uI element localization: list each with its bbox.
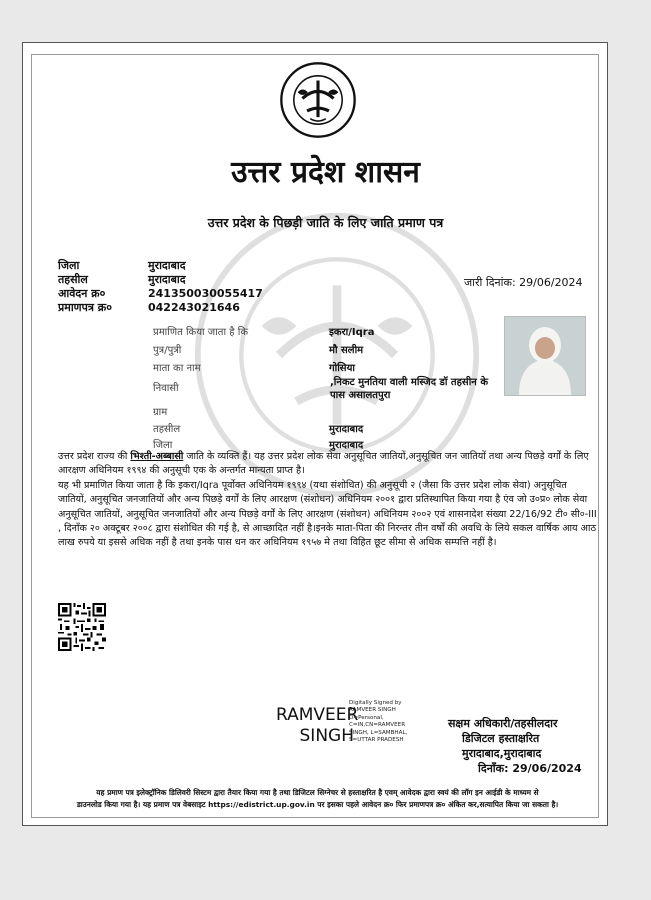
row-relation [153,342,363,356]
row-village-label: ग्राम [153,407,168,418]
caste-name: भिश्ती-अब्बासी [130,451,184,462]
row-district [153,437,363,451]
digital-signature-text: Digitally Signed by RAMVEER SINGH O=Personal, C=IN,CN=RAMVEER SINGH, L=SAMBHAL, S=UTTAR PRADESH [349,700,408,744]
body-paragraph-2: यह भी प्रमाणित किया जाता है कि इकरा/Iqra पूर्वोक्त अधिनियम १९९४ (यथा संशोधित) की अनुसूची २ (जैसा कि उत्तर प्रदेश लोक सेवा) अनुसूचित जातियों, अनुसूचित जनजातियों और अन्य पिछड़े वर्गों के लिए आरक्षण (संशोधन) अधिनियम २००१ द्वारा प्रतिस्थापित किया गया है एंव जो उ०प्र० लोक सेवा अनुसूचित जातियों, अनुसूचित जनजातियों और अन्य पिछड़े वर्गों के लिए आरक्षण (संशोधन) अधिनियम २००२ एवं शासनादेश संख्या 22/16/92 टी० सी०-III , दिनाँक २० अक्टूबर २००८ द्वारा संशोधित की गई है, से आच्छादित नहीं है।इनके माता-पिता की निरन्तर तीन वर्षों की अवधि के लिये सकल वार्षिक आय आठ लाख रुपये या इससे अधिक नहीं है तथा इनके पास धन कर अधिनियम १९५७ मे तथा विहित छूट सीमा से अधिक सम्पत्ति नहीं है। [58,479,597,549]
body-p1-suffix: जाति के व्यक्ति हैं। यह उत्तर प्रदेश लोक सेवा अनुसूचित जातियों,अनुसूचित जन जातियों तथा अन्य पिछड़े वर्गों के लिए आरक्षण अधिनियम १९९४ की अनुसूची एक के अन्तर्गत मान्यता प्राप्त है। [58,451,589,477]
applicant-photo [504,316,586,396]
meta-tehsil [58,272,186,287]
footer-line-2: डाउनलोड किया गया है। यह प्रमाण पत्र वेबसाइट https://edistrict.up.gov.in पर इसका पहले आवेदन क्र० फिर प्रमाणपत्र क्र० अंकित कर,सत्यापित किया जा सकता है। [76,800,559,809]
authority-date-label: दिनाँक: [478,762,509,775]
authority-title: सक्षम अधिकारी/तहसीलदार [448,717,558,730]
page-title: उत्तर प्रदेश शासन [231,155,420,190]
meta-district-label: जिला [58,259,80,272]
issue-date-label: जारी दिनांक: [464,276,516,289]
authority-place: मुरादाबाद,मुरादाबाद [462,747,542,760]
meta-tehsil-label: तहसील [58,273,88,286]
row-mother [153,360,355,374]
row-district-value: मुरादाबाद [329,440,364,451]
row-village [153,404,329,418]
footer-line-1: यह प्रमाण पत्र इलेक्ट्रॉनिक डिलिवरी सिस्टम द्वारा तैयार किया गया है तथा डिजिटल सिग्नेचर से हस्ताक्षरित है एवम् आवेदक द्वारा स्वयं की लॉग इन आईडी के माध्यम से [96,788,539,797]
row-tehsil-label: तहसील [153,424,181,435]
row-mother-value: गोसिया [329,363,355,374]
row-certify [153,324,374,338]
row-resident-label: निवासी [153,383,179,394]
body-p1-prefix: उत्तर प्रदेश राज्य की [58,451,128,462]
row-resident-value: ,निकट मुनतिया वाली मस्जिद डॉ तहसीन के पास असालतपुरा [330,377,488,401]
row-certify-label: प्रमाणित किया जाता है कि [153,327,249,338]
meta-certificate-no-label: प्रमाणपत्र क्र० [58,301,112,314]
issue-date-value: 29/06/2024 [519,276,583,289]
meta-tehsil-value: मुरादाबाद [148,273,186,286]
row-mother-label: माता का नाम [153,363,201,374]
row-tehsil-value: मुरादाबाद [329,424,364,435]
signer-name [276,705,359,747]
meta-application-no-label: आवेदन क्र० [58,287,106,300]
issue-date [464,275,583,290]
row-tehsil [153,421,363,435]
authority-date-value: 29/06/2024 [512,762,582,775]
row-resident [153,380,329,394]
meta-certificate-no-value: 042243021646 [148,301,240,314]
meta-certificate-no [58,300,240,315]
certificate-body [58,450,598,551]
signer-name-line1: RAMVEER [276,705,359,725]
meta-district-value: मुरादाबाद [148,259,186,272]
certificate-footer-note [40,787,595,811]
meta-application-no [58,286,263,301]
signer-name-line2: SINGH [299,726,354,746]
body-paragraph-1 [58,450,598,479]
digital-signed-label: डिजिटल हस्ताक्षरित [462,732,540,745]
row-relation-value: मौ सलीम [329,345,364,356]
qr-code [58,603,106,651]
row-district-label: जिला [153,440,173,451]
up-government-emblem [279,61,357,139]
row-certify-value: इकरा/Iqra [329,327,375,338]
meta-application-no-value: 241350030055417 [148,287,263,300]
issuing-authority [448,716,582,776]
authority-date [448,761,582,776]
row-relation-label: पुत्र/पुत्री [153,345,182,356]
meta-district [58,258,186,273]
certificate-subtitle: उत्तर प्रदेश के पिछड़ी जाति के लिए जाति प्रमाण पत्र [207,215,444,230]
